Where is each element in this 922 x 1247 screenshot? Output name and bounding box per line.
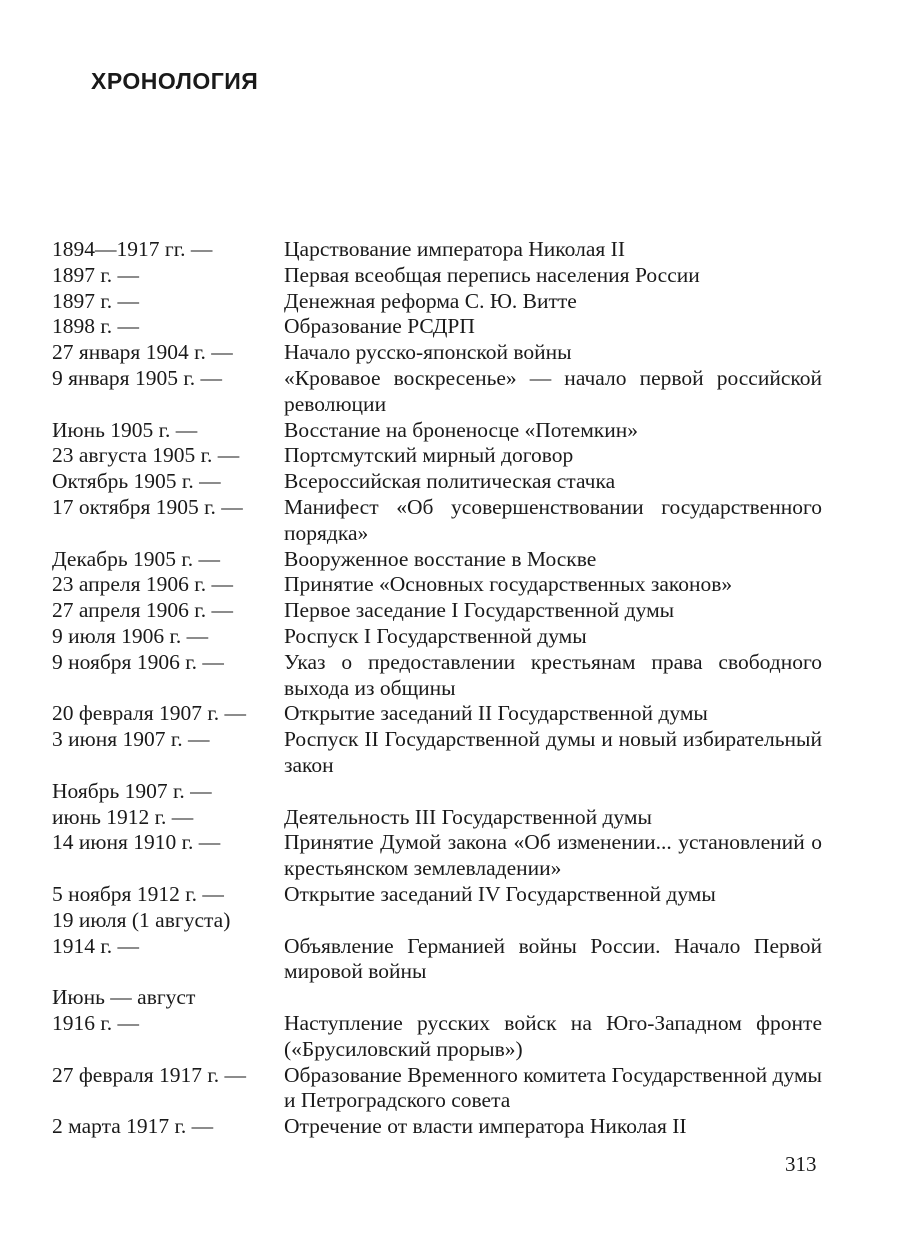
entry-event: Портсмутский мирный договор <box>284 443 574 468</box>
entry-event: Образование Временного комитета Государственной думы и Петроградского совета <box>284 1062 822 1113</box>
entry-date: 3 июня 1907 г. — <box>52 727 210 752</box>
entry-event <box>284 779 822 831</box>
chronology-entry <box>52 985 822 1062</box>
entry-event: Открытие заседаний II Государственной думы <box>284 701 708 726</box>
entry-event: Начало русско-японской войны <box>284 340 572 365</box>
page-title: ХРОНОЛОГИЯ <box>91 68 259 94</box>
entry-date: 1898 г. — <box>52 314 140 339</box>
chronology-entry <box>52 418 822 444</box>
entry-event: Принятие Думой закона «Об изменении... установлений о крестьянском землевладении» <box>284 830 822 881</box>
entry-date: 1894—1917 гг. — <box>52 237 213 261</box>
chronology-entry <box>52 598 822 624</box>
entry-date: 19 июля (1 августа) 1914 г. — <box>52 907 231 958</box>
chronology-entry <box>52 1114 822 1140</box>
entry-date: 9 января 1905 г. — <box>52 365 222 390</box>
chronology-entry <box>52 495 822 547</box>
entry-event-text: Деятельность III Государственной думы <box>284 804 652 829</box>
entry-event: Роспуск II Государственной думы и новый избирательный закон <box>284 727 822 777</box>
chronology-entry <box>52 314 822 340</box>
entry-event: Указ о предоставлении крестьянам права свободного выхода из общины <box>284 649 822 700</box>
entry-date: 9 ноября 1906 г. — <box>52 649 224 674</box>
entry-event: Роспуск I Государственной думы <box>284 623 587 648</box>
entry-date: Ноябрь 1907 г. — июнь 1912 г. — <box>52 778 212 829</box>
entry-event: Всероссийская политическая стачка <box>284 469 616 494</box>
entry-event: Манифест «Об усовершенствовании государственного порядка» <box>284 494 822 545</box>
entry-date: 27 февраля 1917 г. — <box>52 1062 246 1087</box>
entry-event <box>284 908 822 985</box>
entry-event: Открытие заседаний IV Государственной думы <box>284 881 716 906</box>
entry-event <box>284 985 822 1062</box>
entry-date: 23 апреля 1906 г. — <box>52 572 233 597</box>
chronology-entry <box>52 366 822 418</box>
chronology-entry <box>52 237 822 263</box>
chronology-list <box>52 237 822 1140</box>
chronology-entry <box>52 830 822 882</box>
entry-date: Июнь — август 1916 г. — <box>52 985 196 1035</box>
chronology-entry <box>52 263 822 289</box>
chronology-entry <box>52 1063 822 1115</box>
entry-event: Первое заседание I Государственной думы <box>284 598 675 623</box>
entry-event: Вооруженное восстание в Москве <box>284 546 597 571</box>
entry-date: 20 февраля 1907 г. — <box>52 701 246 726</box>
chronology-entry <box>52 547 822 573</box>
entry-date: 27 января 1904 г. — <box>52 340 233 365</box>
entry-date: 9 июля 1906 г. — <box>52 623 209 648</box>
entry-date: Декабрь 1905 г. — <box>52 546 221 571</box>
entry-date: Июнь 1905 г. — <box>52 417 198 442</box>
entry-event: Первая всеобщая перепись населения России <box>284 262 700 287</box>
entry-date: Октябрь 1905 г. — <box>52 469 221 494</box>
chronology-entry <box>52 289 822 315</box>
chronology-entry <box>52 340 822 366</box>
entry-event: Денежная реформа С. Ю. Витте <box>284 288 577 313</box>
entry-date: 27 апреля 1906 г. — <box>52 598 233 623</box>
page-number: 313 <box>785 1152 817 1176</box>
entry-event: «Кровавое воскресенье» — начало первой российской революции <box>284 365 822 416</box>
entry-event: Образование РСДРП <box>284 314 475 339</box>
chronology-entry <box>52 469 822 495</box>
entry-event-text: Наступление русских войск на Юго-Западном фронте («Брусиловский прорыв») <box>284 1010 822 1061</box>
entry-event: Принятие «Основных государственных законов» <box>284 572 733 597</box>
entry-event: Восстание на броненосце «Потемкин» <box>284 417 639 442</box>
chronology-entry <box>52 908 822 985</box>
chronology-entry <box>52 727 822 779</box>
entry-date: 2 марта 1917 г. — <box>52 1114 214 1139</box>
chronology-entry <box>52 624 822 650</box>
chronology-entry <box>52 779 822 831</box>
entry-event: Царствование императора Николая II <box>284 237 625 261</box>
entry-date: 1897 г. — <box>52 262 140 287</box>
entry-date: 5 ноября 1912 г. — <box>52 881 224 906</box>
entry-event-text: Объявление Германией войны России. Начало Первой мировой войны <box>284 933 822 984</box>
chronology-entry <box>52 701 822 727</box>
chronology-entry <box>52 882 822 908</box>
entry-date: 1897 г. — <box>52 288 140 313</box>
chronology-entry <box>52 572 822 598</box>
entry-date: 23 августа 1905 г. — <box>52 443 240 468</box>
chronology-entry <box>52 650 822 702</box>
entry-date: 17 октября 1905 г. — <box>52 494 243 519</box>
entry-event: Отречение от власти императора Николая II <box>284 1114 687 1139</box>
chronology-entry <box>52 443 822 469</box>
entry-date: 14 июня 1910 г. — <box>52 830 221 855</box>
